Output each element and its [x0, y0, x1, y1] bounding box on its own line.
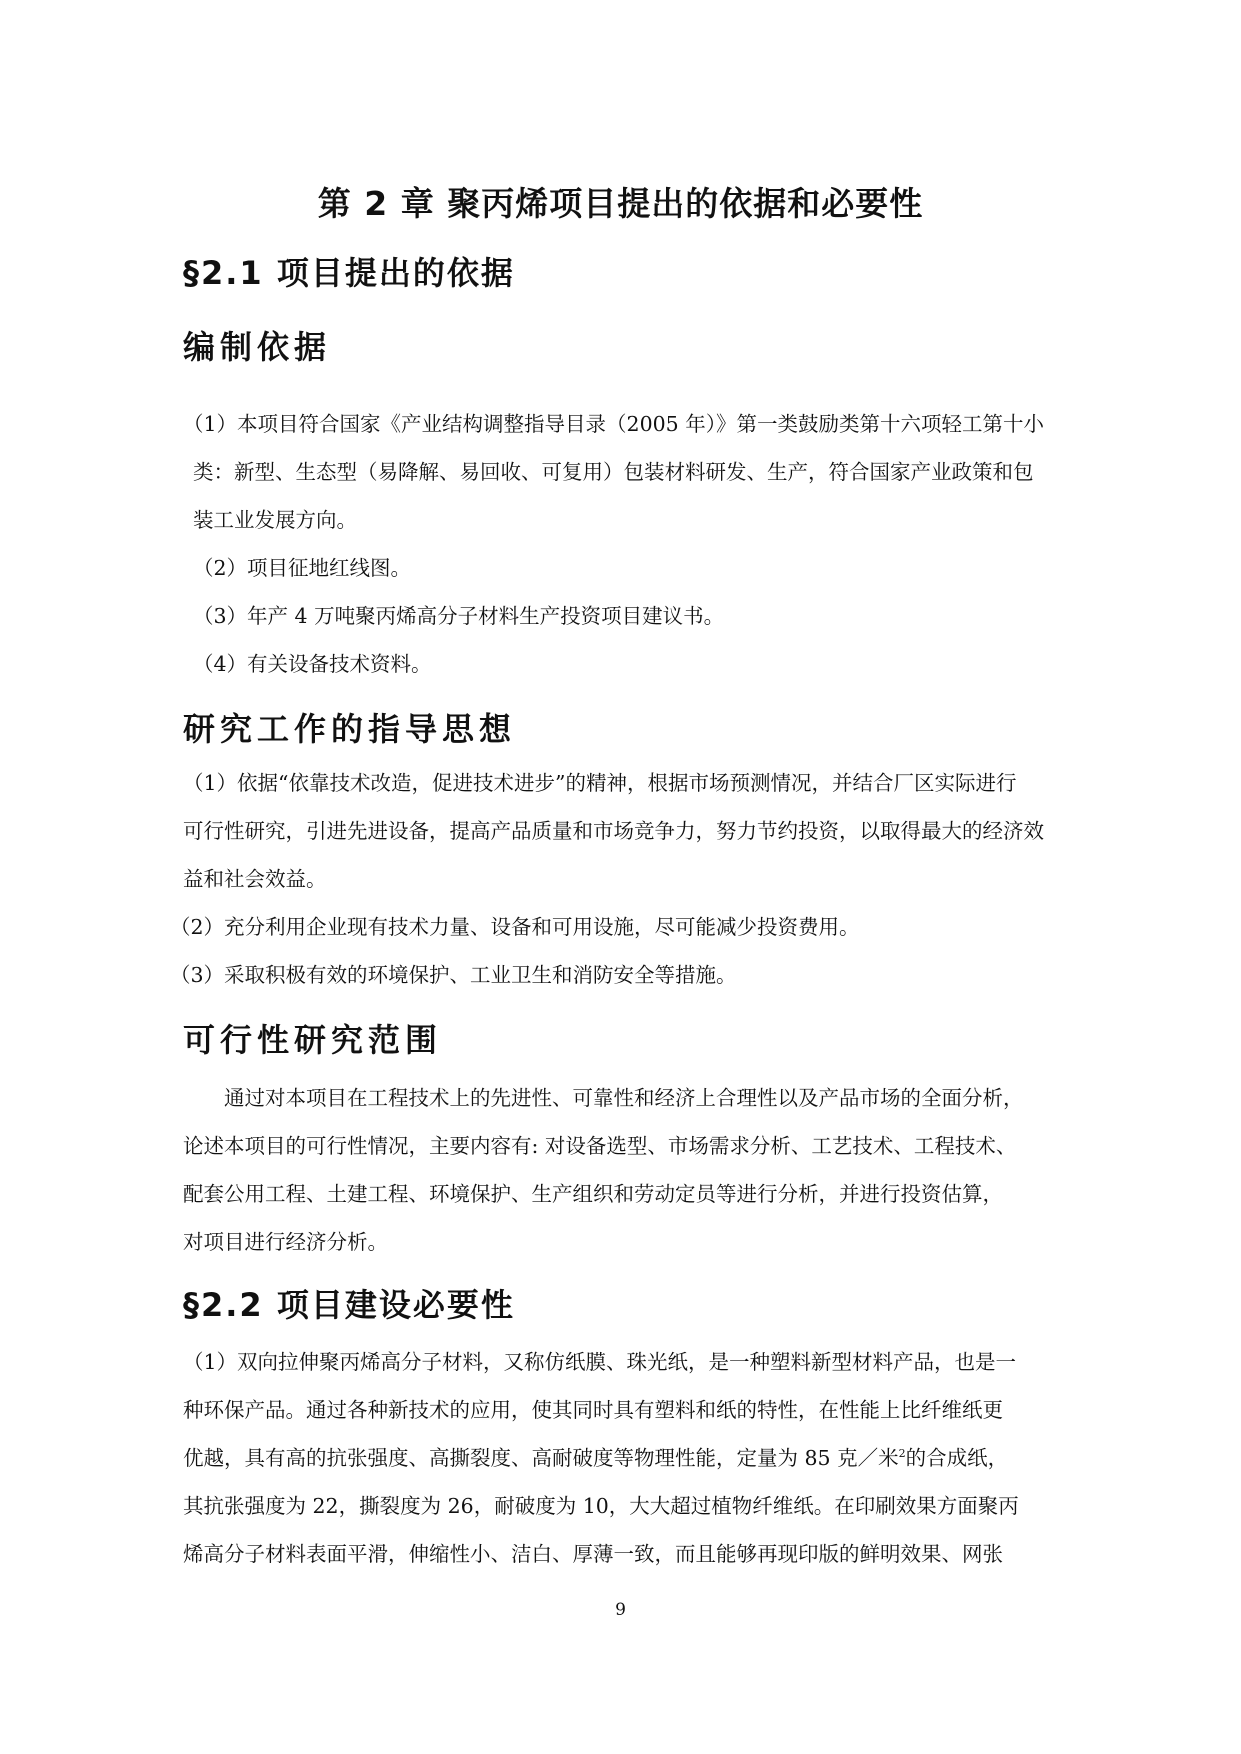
- chapter-title: 第 2 章 聚丙烯项目提出的依据和必要性: [317, 184, 924, 223]
- page-number: 9: [615, 1600, 626, 1620]
- biyao-line-3: [183, 1441, 1008, 1471]
- zhidao-line-2: 可行性研究，引进先进设备，提高产品质量和市场竞争力，努力节约投资，以取得最大的经济效: [183, 819, 1044, 843]
- bianzhi-line-6: （4）有关设备技术资料。: [193, 652, 432, 676]
- superscript-2: 2: [898, 1447, 906, 1461]
- heading-zhidao-sixiang: 研究工作的指导思想: [183, 710, 517, 748]
- zhidao-line-5: （3）采取积极有效的环境保护、工业卫生和消防安全等措施。: [170, 963, 737, 987]
- zhidao-line-4: （2）充分利用企业现有技术力量、设备和可用设施，尽可能减少投资费用。: [170, 915, 860, 939]
- biyao-line-1: （1）双向拉伸聚丙烯高分子材料，又称仿纸膜、珠光纸，是一种塑料新型材料产品，也是一: [183, 1350, 1017, 1374]
- biyao-line-5: 烯高分子材料表面平滑，伸缩性小、洁白、厚薄一致，而且能够再现印版的鲜明效果、网张: [183, 1542, 1003, 1566]
- section-2-1-heading: §2.1 项目提出的依据: [183, 254, 515, 292]
- biyao-line-2: 种环保产品。通过各种新技术的应用，使其同时具有塑料和纸的特性，在性能上比纤维纸更: [183, 1398, 1003, 1422]
- biyao-line-4: 其抗张强度为 22，撕裂度为 26，耐破度为 10，大大超过植物纤维纸。在印刷效果方面聚丙: [183, 1494, 1019, 1518]
- zhidao-line-1: （1）依据“依靠技术改造，促进技术进步”的精神，根据市场预测情况，并结合厂区实际进行: [183, 771, 1017, 795]
- zhidao-line-3: 益和社会效益。: [183, 867, 327, 891]
- biyao-line-3-part-a: 优越，具有高的抗张强度、高撕裂度、高耐破度等物理性能，定量为 85 克／米: [183, 1446, 899, 1470]
- bianzhi-line-3: 装工业发展方向。: [193, 508, 357, 532]
- fanwei-line-4: 对项目进行经济分析。: [183, 1230, 388, 1254]
- heading-bianzhi-yiju: 编制依据: [183, 328, 332, 366]
- fanwei-line-3: 配套公用工程、土建工程、环境保护、生产组织和劳动定员等进行分析，并进行投资估算，: [183, 1182, 1003, 1206]
- fanwei-line-2: 论述本项目的可行性情况，主要内容有: 对设备选型、市场需求分析、工艺技术、工程技术、: [183, 1134, 1017, 1158]
- bianzhi-line-5: （3）年产 4 万吨聚丙烯高分子材料生产投资项目建议书。: [193, 604, 725, 628]
- bianzhi-line-1: （1）本项目符合国家《产业结构调整指导目录（2005 年）》第一类鼓励类第十六项轻工第十小: [183, 412, 1044, 436]
- section-2-2-heading: §2.2 项目建设必要性: [183, 1286, 515, 1324]
- bianzhi-line-4: （2）项目征地红线图。: [193, 556, 412, 580]
- bianzhi-line-2: 类：新型、生态型（易降解、易回收、可复用）包装材料研发、生产，符合国家产业政策和包: [193, 460, 1034, 484]
- biyao-line-3-part-b: 的合成纸，: [905, 1446, 1009, 1470]
- fanwei-line-1: 通过对本项目在工程技术上的先进性、可靠性和经济上合理性以及产品市场的全面分析，: [224, 1086, 1024, 1110]
- heading-yanjiu-fanwei: 可行性研究范围: [183, 1021, 443, 1059]
